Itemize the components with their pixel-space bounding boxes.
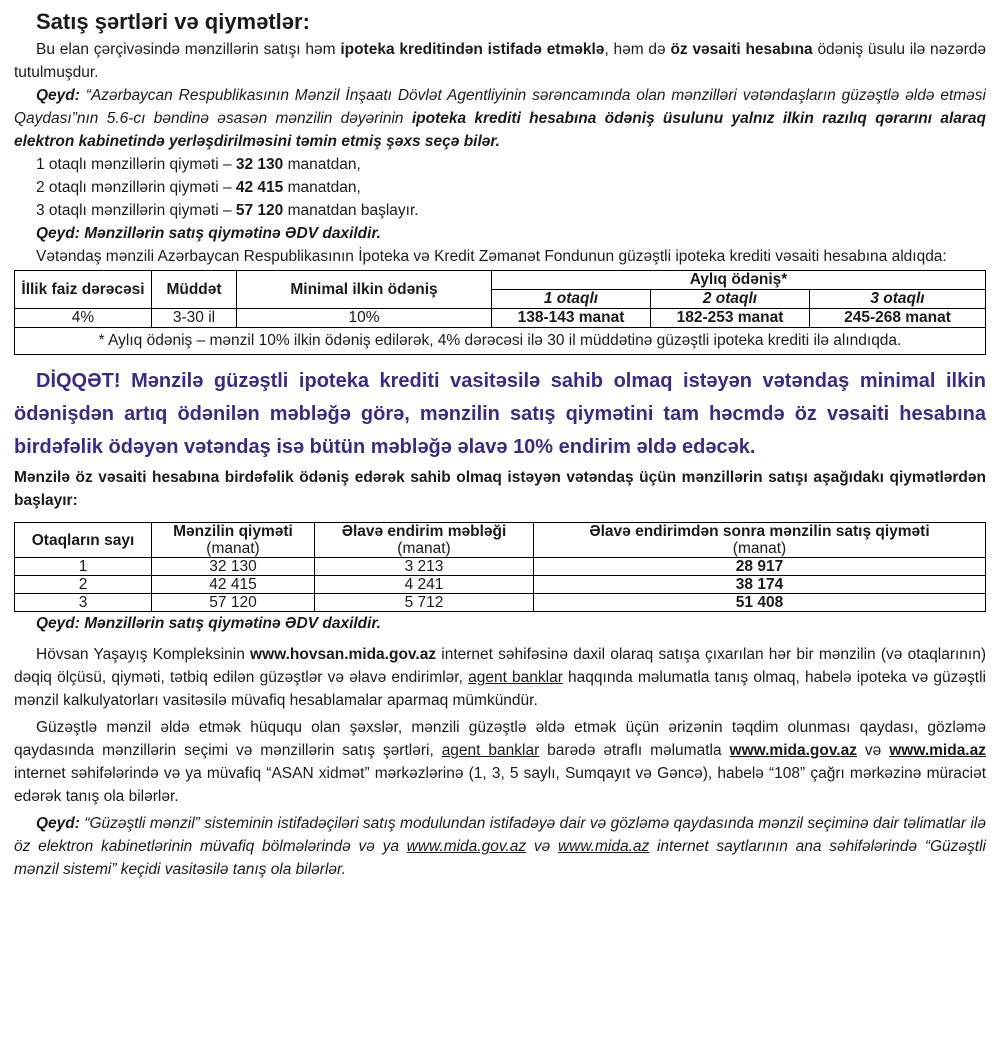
table-row [15,594,986,612]
cell-rooms: 3 [15,594,152,612]
cell-rate: 4% [15,309,152,328]
cell-final-price: 38 174 [534,576,986,594]
cell-price: 42 415 [152,576,315,594]
cell-rooms: 1 [15,558,152,576]
cell-final-price: 28 917 [534,558,986,576]
table-row [15,309,986,328]
vat-note-2: Qeyd: Mənzillərin satış qiymətinə ƏDV daxildir. [36,615,381,632]
section-heading: Satış şərtləri və qiymətlər: [36,9,310,34]
hovsan-link[interactable]: www.hovsan.mida.gov.az [250,646,437,663]
header-monthly: Aylıq ödəniş* [492,271,986,290]
mida-az-link[interactable]: www.mida.az [557,838,650,855]
vat-note: Qeyd: Mənzillərin satış qiymətinə ƏDV daxildir. [36,225,381,242]
info-paragraph-2: Güzəştlə mənzil əldə etmək hüququ olan şəxslər, mənzili güzəştlə əldə etmək üçün ərizənin təqdim olunması qaydası, gözləmə qaydasında mənzillərin seçimi və mənzillərin satış şərtləri, agent banklar barədə ətraflı məlumatla www.mida.gov.az və www.mida.az internet səhifələrində və ya müvafiq “ASAN xidmət” mərkəzlərinə (1, 3, 5 saylı, Sumqayıt və Gəncə), habelə “108” çağrı mərkəzinə müraciət edərək tanış ola bilərlər. [14,719,986,805]
system-note: Qeyd: “Güzəştli mənzil” sisteminin istifadəçiləri satış modulundan istifadəyə dair və gözləmə qaydasında mənzil seçiminə dair təlimatlar ilə öz elektron kabinetlərinin müvafiq bölmələrində və ya www.mida.gov.az və www.mida.az internet saytlarının ana səhifələrində “Güzəştli mənzil sistemi” keçidi vasitəsilə tanış ola bilərlər. [14,815,986,878]
table-header-row [15,271,986,290]
own-funds-table [14,522,986,612]
cell-1-room: 138-143 manat [492,309,651,328]
table-footnote: * Aylıq ödəniş – mənzil 10% ilkin ödəniş edilərək, 4% dərəcəsi ilə 30 il müddətinə güzəştli ipoteka krediti ilə alındıqda. [15,328,986,355]
header-price: Mənzilin qiyməti (manat) [152,523,315,558]
cell-2-room: 182-253 manat [651,309,810,328]
table-footnote-row [15,328,986,355]
table-header-row [15,523,986,558]
cell-min-payment: 10% [237,309,492,328]
header-1-room: 1 otaqlı [492,290,651,309]
mortgage-rule-note: Qeyd: “Azərbaycan Respublikasının Mənzil İnşaatı Dövlət Agentliyinin sərəncamında olan mənzilləri vətəndaşların güzəştlə əldə etməsi Qaydası”nın 5.6-cı bəndinə əsasən mənzilin dəyərinin ipoteka krediti hesabına ödəniş üsulunu yalnız ilkin razılıq qərarını alaraq elektron kabinetində yerləşdirilməsini təmin etmiş şəxs seçə bilər. [14,87,986,150]
mida-gov-link[interactable]: www.mida.gov.az [729,742,857,759]
price-1-room: 1 otaqlı mənzillərin qiyməti – 32 130 manatdan, [36,156,361,173]
price-list [14,153,986,222]
attention-notice: DİQQƏT! Mənzilə güzəştli ipoteka krediti vasitəsilə sahib olmaq istəyən vətəndaş minimal ilkin ödənişdən artıq ödənilən məbləğə görə, mənzilin satış qiymətini tam həcmdə öz vəsaiti hesabına birdəfəlik ödəyən vətəndaş isə bütün məbləğə əlavə 10% endirim əldə edəcək. [14,370,986,458]
header-final-price: Əlavə endirimdən sonra mənzilin satış qiyməti (manat) [534,523,986,558]
agent-banks-link[interactable]: agent banklar [468,669,563,686]
header-term: Müddət [152,271,237,309]
cell-price: 32 130 [152,558,315,576]
cell-rooms: 2 [15,576,152,594]
cell-discount: 3 213 [315,558,534,576]
cell-price: 57 120 [152,594,315,612]
header-rate: İllik faiz dərəcəsi [15,271,152,309]
header-discount: Əlavə endirim məbləği (manat) [315,523,534,558]
table-row [15,576,986,594]
own-funds-intro: Mənzilə öz vəsaiti hesabına birdəfəlik ödəniş edərək sahib olmaq istəyən vətəndaş üçün mənzillərin satışı aşağıdakı qiymətlərdən başlayır: [14,469,986,509]
header-min-payment: Minimal ilkin ödəniş [237,271,492,309]
header-3-room: 3 otaqlı [810,290,986,309]
intro-paragraph: Bu elan çərçivəsində mənzillərin satışı həm ipoteka kreditindən istifadə etməklə, həm də öz vəsaiti hesabına ödəniş üsulu ilə nəzərdə tutulmuşdur. [14,41,987,81]
header-2-room: 2 otaqlı [651,290,810,309]
mida-az-link[interactable]: www.mida.az [889,742,986,759]
cell-final-price: 51 408 [534,594,986,612]
cell-3-room: 245-268 manat [810,309,986,328]
header-rooms: Otaqların sayı [15,523,152,558]
mortgage-intro: Vətəndaş mənzili Azərbaycan Respublikasının İpoteka və Kredit Zəmanət Fondunun güzəştli ipoteka krediti vəsaiti hesabına aldıqda: [36,248,947,265]
price-2-room: 2 otaqlı mənzillərin qiyməti – 42 415 manatdan, [36,179,361,196]
cell-discount: 5 712 [315,594,534,612]
table-row [15,558,986,576]
cell-term: 3-30 il [152,309,237,328]
mortgage-table [14,270,986,355]
agent-banks-link[interactable]: agent banklar [441,742,540,759]
mida-gov-link[interactable]: www.mida.gov.az [406,838,527,855]
info-paragraph-1: Hövsan Yaşayış Kompleksinin www.hovsan.mida.gov.az internet səhifəsinə daxil olaraq satışa çıxarılan hər bir mənzilin (və otaqlarının) dəqiq ölçüsü, qiyməti, tətbiq edilən güzəştlər və əlavə endirimlər, agent banklar haqqında məlumatla tanış olmaq, habelə ipoteka və güzəştli mənzil kalkulyatorları vasitəsilə müvafiq hesablamalar aparmaq mümkündür. [14,646,986,709]
cell-discount: 4 241 [315,576,534,594]
price-3-room: 3 otaqlı mənzillərin qiyməti – 57 120 manatdan başlayır. [36,202,419,219]
